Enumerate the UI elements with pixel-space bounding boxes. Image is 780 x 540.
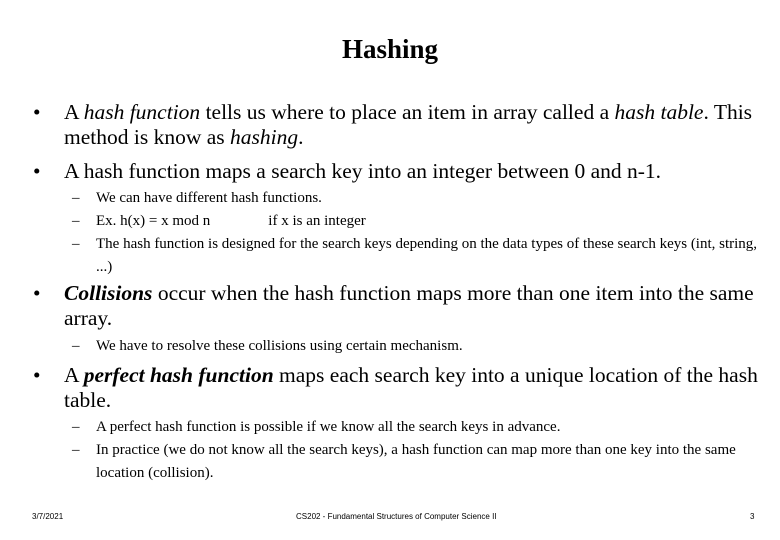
term-hash-table: hash table [614, 100, 704, 124]
bullet-collisions [33, 281, 773, 331]
sub-bullet-text: We have to resolve these collisions using certain mechanism. [96, 338, 463, 354]
bullet-text: A hash function maps a search key into an integer between 0 and n-1. [64, 159, 662, 183]
sub-bullet [72, 210, 762, 233]
bullet-text: Collisions occur when the hash function maps more than one item into the same array. [64, 281, 754, 330]
dash-marker: – [72, 338, 80, 354]
bullet-text: A hash function tells us where to place an item in array called a hash table. This method is know as hashing. [64, 100, 753, 149]
term-collisions: Collisions [64, 281, 153, 305]
footer-date: 3/7/2021 [32, 512, 64, 521]
term-perfect-hash-function: perfect hash function [83, 363, 274, 387]
sub-bullet [72, 187, 762, 210]
sub-bullet [72, 233, 762, 279]
footer-course: CS202 - Fundamental Structures of Computer Science II [296, 512, 497, 521]
example-formula: Ex. h(x) = x mod n [96, 213, 211, 229]
bullet-hash-function [33, 100, 773, 150]
sub-bullet-text [96, 210, 762, 233]
bullet-marker: • [33, 281, 41, 305]
dash-marker: – [72, 236, 80, 252]
sub-bullet [72, 335, 762, 358]
bullet-perfect-hash [33, 363, 773, 413]
sub-bullet [72, 416, 762, 439]
bullet-marker: • [33, 100, 41, 124]
bullet-marker: • [33, 159, 41, 183]
sub-bullet [72, 439, 762, 485]
sub-bullet-text: We can have different hash functions. [96, 190, 322, 206]
dash-marker: – [72, 213, 80, 229]
bullet-text: A perfect hash function maps each search key into a unique location of the hash table. [64, 363, 758, 412]
example-condition: if x is an integer [268, 213, 366, 229]
term-hashing: hashing [230, 125, 299, 149]
bullet-hash-maps [33, 159, 773, 184]
dash-marker: – [72, 190, 80, 206]
bullet-marker: • [33, 363, 41, 387]
dash-marker: – [72, 419, 80, 435]
footer-page-number: 3 [750, 512, 755, 521]
sub-bullet-text: The hash function is designed for the search keys depending on the data types of these search keys (int, string, ...) [96, 236, 758, 275]
slide-title: Hashing [341, 34, 439, 64]
sub-bullet-text: In practice (we do not know all the search keys), a hash function can map more than one key into the same location (collision). [96, 442, 736, 481]
sub-bullet-text: A perfect hash function is possible if we know all the search keys in advance. [96, 419, 561, 435]
dash-marker: – [72, 442, 80, 458]
term-hash-function: hash function [83, 100, 201, 124]
